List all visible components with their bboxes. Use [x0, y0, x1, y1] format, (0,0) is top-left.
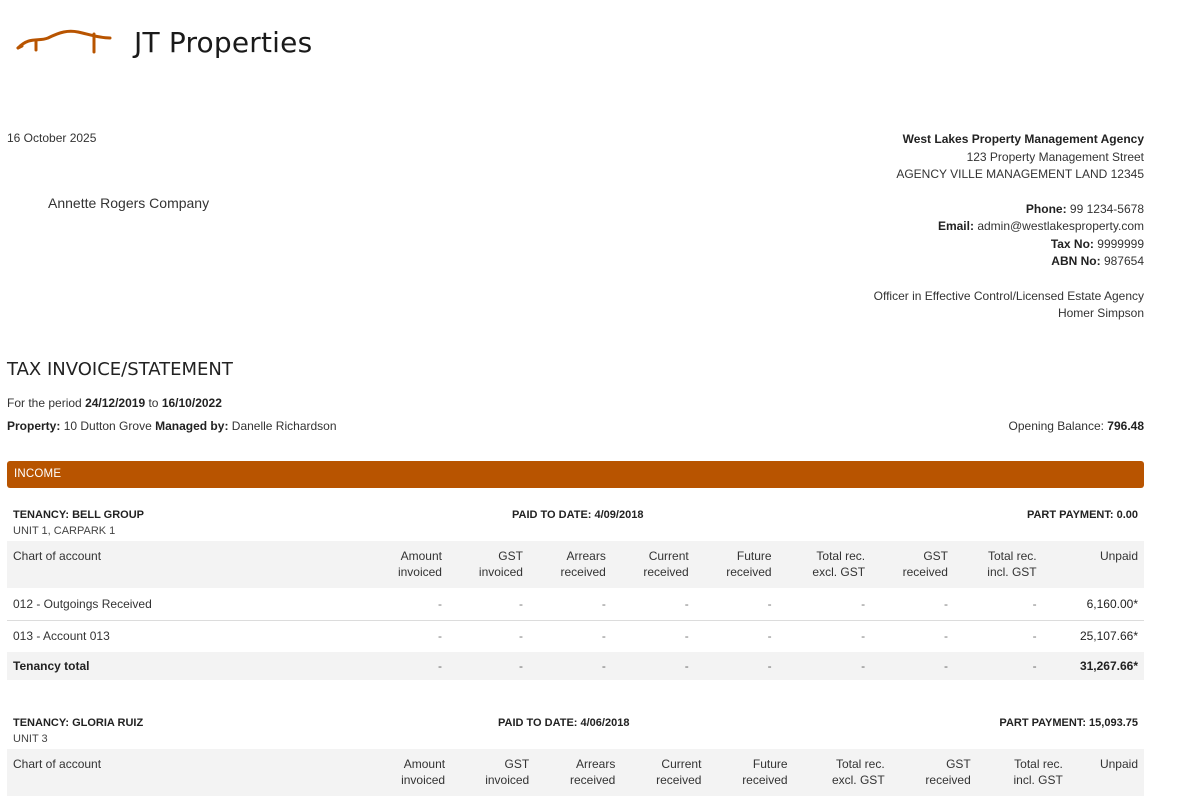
tax-value: 9999999	[1097, 236, 1144, 251]
tenancy-name: TENANCY: BELL GROUP	[13, 509, 144, 521]
opening-balance	[1009, 419, 1144, 433]
email-label: Email:	[937, 219, 974, 233]
col-unpaid: Unpaid	[1099, 549, 1138, 563]
tenancy-header	[7, 717, 1144, 749]
col-gst-invoiced: GST invoiced	[478, 549, 523, 579]
total-label: Tenancy total	[13, 659, 90, 673]
agency-name: West Lakes Property Management Agency	[902, 132, 1144, 146]
cell: -	[684, 629, 689, 644]
property-info	[7, 419, 337, 433]
opening-balance-label: Opening Balance:	[1008, 419, 1104, 433]
cell: -	[518, 629, 523, 644]
cell: -	[861, 629, 866, 644]
part-payment: PART PAYMENT: 0.00	[1026, 509, 1138, 521]
income-section-header: INCOME	[7, 461, 1144, 488]
col-arrears-received: Arrears received	[569, 757, 616, 787]
cell: -	[861, 596, 866, 611]
col-amount-invoiced: Amount invoiced	[397, 549, 442, 579]
brand-name: JT Properties	[134, 25, 313, 59]
cell: -	[1032, 629, 1037, 644]
unpaid-cell: 6,160.00*	[1086, 596, 1138, 611]
tenancy-section	[7, 717, 1144, 796]
period-from: 24/12/2019	[85, 396, 146, 410]
officer-name: Homer Simpson	[1057, 306, 1144, 320]
agency-details	[874, 131, 1144, 323]
cell: -	[684, 659, 689, 673]
cell: -	[1032, 659, 1037, 673]
cell: -	[767, 596, 772, 611]
cell: -	[601, 629, 606, 644]
agency-abn	[874, 253, 1144, 271]
cell: -	[518, 659, 523, 673]
document-title: TAX INVOICE/STATEMENT	[7, 359, 233, 380]
total-unpaid-cell: 31,267.66*	[1079, 659, 1138, 673]
col-chart-of-account: Chart of account	[13, 549, 102, 563]
tenancy-name: TENANCY: GLORIA RUIZ	[13, 717, 144, 729]
agency-street: 123 Property Management Street	[966, 149, 1144, 164]
recipient-name: Annette Rogers Company	[48, 195, 210, 211]
cell: -	[861, 659, 866, 673]
cell: -	[601, 596, 606, 611]
table-row	[7, 620, 1144, 652]
table-header-row	[7, 749, 1144, 796]
col-future-received: Future received	[742, 757, 788, 787]
cell: -	[943, 629, 948, 644]
property-label: Property:	[7, 419, 61, 433]
agency-tax	[874, 236, 1144, 254]
cell: -	[437, 629, 442, 644]
officer-title: Officer in Effective Control/Licensed Estate Agency	[873, 288, 1144, 303]
col-chart-of-account: Chart of account	[13, 757, 102, 771]
managed-by-label: Managed by:	[155, 419, 229, 433]
statement-period	[7, 396, 222, 410]
col-unpaid: Unpaid	[1099, 757, 1138, 771]
agency-phone	[874, 201, 1144, 219]
col-future-received: Future received	[726, 549, 772, 579]
unpaid-cell: 25,107.66*	[1079, 629, 1138, 644]
roof-logo-icon	[16, 24, 112, 60]
period-to: 16/10/2022	[161, 396, 222, 410]
statement-date: 16 October 2025	[7, 131, 97, 145]
cell: -	[767, 629, 772, 644]
cell: -	[601, 659, 606, 673]
tenancy-table	[7, 749, 1144, 796]
col-total-incl-gst: Total rec. incl. GST	[987, 549, 1037, 579]
col-arrears-received: Arrears received	[560, 549, 606, 579]
col-total-incl-gst: Total rec. incl. GST	[1013, 757, 1063, 787]
cell: -	[518, 596, 523, 611]
tenancy-table	[7, 541, 1144, 680]
phone-value: 99 1234-5678	[1069, 201, 1144, 216]
cell: -	[684, 596, 689, 611]
tax-label: Tax No:	[1050, 236, 1094, 251]
col-amount-invoiced: Amount invoiced	[401, 757, 446, 787]
col-gst-received: GST received	[925, 757, 971, 787]
col-current-received: Current received	[643, 549, 689, 579]
paid-to-date: PAID TO DATE: 4/06/2018	[498, 717, 630, 729]
managed-by-value: Danelle Richardson	[231, 419, 337, 433]
abn-value: 987654	[1103, 254, 1144, 268]
tenancy-section	[7, 509, 1144, 680]
cell: -	[1032, 596, 1037, 611]
account-name: 013 - Account 013	[13, 629, 110, 644]
opening-balance-value: 796.48	[1107, 419, 1144, 433]
email-value: admin@westlakesproperty.com	[977, 219, 1144, 233]
agency-city: AGENCY VILLE MANAGEMENT LAND 12345	[896, 167, 1144, 181]
period-to-word: to	[148, 396, 159, 410]
cell: -	[767, 659, 772, 673]
col-current-received: Current received	[656, 757, 702, 787]
tenancy-total-row	[7, 652, 1144, 680]
account-name: 012 - Outgoings Received	[13, 596, 152, 611]
part-payment: PART PAYMENT: 15,093.75	[999, 717, 1138, 729]
cell: -	[943, 596, 948, 611]
cell: -	[943, 659, 948, 673]
col-total-excl-gst: Total rec. excl. GST	[812, 549, 866, 579]
tenancy-header	[7, 509, 1144, 541]
table-row	[7, 588, 1144, 620]
company-logo	[16, 24, 312, 60]
cell: -	[437, 596, 442, 611]
cell: -	[437, 659, 442, 673]
abn-label: ABN No:	[1051, 254, 1101, 268]
tenancy-unit: UNIT 1, CARPARK 1	[13, 525, 116, 537]
period-prefix: For the period	[7, 396, 82, 410]
paid-to-date: PAID TO DATE: 4/09/2018	[512, 509, 644, 521]
table-header-row	[7, 541, 1144, 588]
property-value: 10 Dutton Grove	[63, 419, 152, 433]
phone-label: Phone:	[1025, 201, 1067, 216]
col-total-excl-gst: Total rec. excl. GST	[831, 757, 885, 787]
tenancy-unit: UNIT 3	[13, 733, 48, 745]
col-gst-received: GST received	[902, 549, 948, 579]
agency-email	[874, 218, 1144, 236]
col-gst-invoiced: GST invoiced	[485, 757, 530, 787]
